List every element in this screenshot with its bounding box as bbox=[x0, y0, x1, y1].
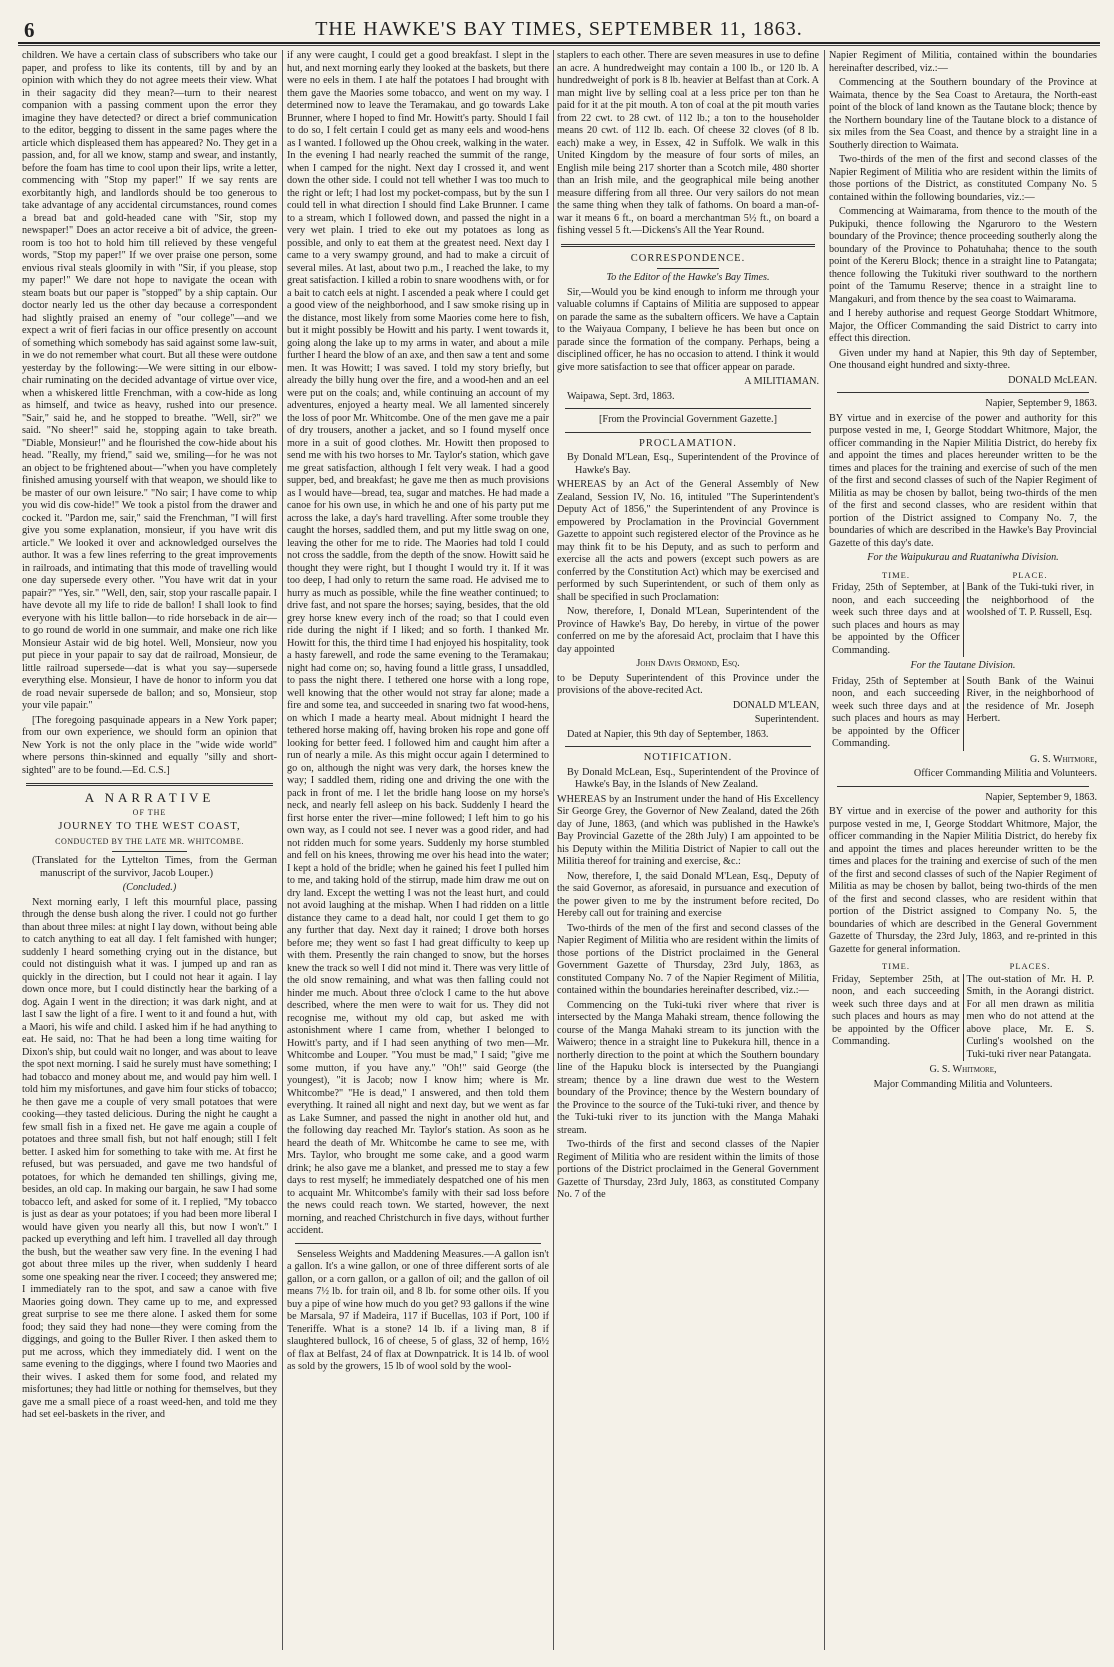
section-rule bbox=[565, 746, 811, 747]
given-under-hand: Given under my hand at Napier, this 9th day of September, One thousand eight hundred and sixty-three. bbox=[829, 347, 1097, 371]
column-2 bbox=[287, 50, 549, 1652]
column-4 bbox=[829, 50, 1097, 1652]
division-waipukurau: For the Waipukurau and Ruataniwha Division. bbox=[867, 552, 1059, 563]
page-number: 6 bbox=[24, 18, 35, 42]
narrative-body: Next morning early, I left this mournful place, passing through the dense bush along the river. I could not go further than about three miles: at night I lay down, without being able to catch anything to eat all day. I felt famished with hunger; suddenly I heard something crying out in the distance, but could not distinguish what it was. I jumped up and ran as quickly in the direction, but I could not hear it again. I lay down once more, but I could distinctly hear the barking of a dog. Again I went in the direction; it was dark night, and at last I saw the light of a fire. I went to it and found a hut, with a Maori, his wife and child. I asked him if he had anything to eat. He said, no: That he had been a long time waiting for Dixon's ship, but could wait no longer, and was about to leave the spot next morning. I said he surely must have something; I had tobacco and money about me, and would pay him well. I told him my misfortunes, and gave him four sticks of tobacco; he then gave me a couple of very small potatoes that were cooking—they tasted delicious. During the night he caught a few small fish in a fixed net. He gave me again a couple of potatoes and three small fish, but not half enough; still I felt better. I asked him for something to take with me. At first he refused, but was persuaded, and gave me two handsful of potatoes, for which he demanded ten shillings, giving me, besides, an old cap. In making our bargain, he saw I had some tobacco left, and asked for some of it. I replied, "My tobacco is just as dear as your potatoes; if you had been more liberal I would have given you nearly all this, but now I won't." I packed up everything and left him. I travelled all day through the bush, but the weather saw very fine. In the evening I had got about three miles up the river, when suddenly I heard some one speaking near the river. I coceed; they answered me; I immediately ran to the spot, and saw a canoe with five Maories going down. They came up to me, and expressed great surprise to see me there alone. I asked them for some food; they said they had none—they were coming from the diggings, and going to the Buller River. I then asked them to put me across, which they immediately did. I went on the same evening to the diggings, where I found two Maories and their wives. I asked them for some food, and related my misfortunes; they had little or nothing for themselves, but they gave me a small piece of a roast weed-hen, and told me they had set eel-baskets in the river, and bbox=[22, 896, 277, 1420]
column-3 bbox=[557, 50, 819, 1652]
time-cell: Friday, September 25th, at noon, and each succeeding week such three days and at such places and hours as may be appointed by the Officer Commanding. bbox=[829, 974, 963, 1062]
notification-now-therefore: Now, therefore, I, the said Donald M'Lean, Esq., Deputy of the said Governor, as aforesaid, in pursuance and execution of the power given to me by the instrument before recited, Do Hereby call out for training and exercise bbox=[557, 870, 819, 919]
signature-whitmore-2: G. S. Whitmore, bbox=[929, 1064, 997, 1075]
division-tautane: For the Tautane Division. bbox=[910, 660, 1016, 671]
narrative-continued: if any were caught, I could get a good breakfast. I slept in the hut, and next morning early they looked at the baskets, but there were no eels in them. I ate half the potatoes I had brought with them gave the Maories some tobacco, and went on my way. I determined now to leave the Teramakau, and go towards Lake Brunner, where I hoped to find Mr. Howitt's party. Should I fail to do so, I felt certain I could get as many eels and wood-hens as I wanted. I followed up the Ohou creek, walking in the water. In the evening I had nearly reached the summit of the range, when I camped for the night. Next day I crossed it, and went down the other side. I could not tell whether I was too much to the right or left; I had lost my pocket-compass, but by the sun I could tell in what direction I should find Lake Brunner. I came to a stream, which I followed down, and passed the night in a very wet plain. I tried to eke out my potatoes as long as possible, and only to eat them at the greatest need. Next day I came to a very swampy ground, and had to make a circuit of several miles. At last, about two p.m., I reached the lake, to my great satisfaction. I killed a robin to snare woodhens with, or for a bait to catch eels at night. I ascended a peak where I could get a good view of the neighborhood, and I saw smoke rising up in the distance, most likely from some Maories come here to fish, but it might possibly be Howitt and his party. I went towards it, going along the lake up to my arms in water, and about a mile further I heard the blow of an axe, and then saw a tent and some men. It was Howitt; I was saved. I told my story briefly, but already the billy hung over the fire, and a wood-hen and an eel were put on the coals; and, while continuing an account of my adventures, enjoyed a hearty meal. We all lamented sincerely the loss of poor Mr. Whitcombe. One of the men gave me a pair of dry trousers, another a jacket, and so I found myself once more in a suit of good clothes. Mr. Howitt then proposed to send me with his two horses to Mr. Taylor's station, which gave me great satisfaction, although I felt very weak. I had a good supper, bed, and breakfast; he gave me then as much provisions as I would have—bread, tea, sugar and matches. He had made a canoe for his own use, in which he and one of his party put me across the lake, a day's hard travelling. After some trouble they caught the horses, saddled them, and put my little swag on one, leaving the other for me to ride. The Maories had told I could not cross the saddle, from the depth of the snow. Howitt said he thought they were right, but I thought I would try it. If it was too deep, I had only to return the same road. He advised me to hurry as much as possible, while the fine weather continued; to drive fast, and not spare the horses; saying, besides, that the old grey horse knew every inch of the road; so that I could even ride during the night if I liked; and so forth. I thanked Mr. Howitt for this, the third time I had enjoyed his hospitality, took a hasty farewell, and rode the same evening to the Teramakau; night had come on; so, having found a little grass, I unsaddled, to pass the night there. I tethered one horse with a long rope, well knowing that the other would not stray far alone; made a fire and some tea, and succeeded in snaring two fat wood-hens, on which I made a hearty meal. About midnight I heard the tethered horse making off, having broken his rope and gone off looking for better feed. I followed him and caught him after a run of nearly a mile. As this might occur again I determined to go on, although the night was very dark, the horses knew the way; I saddled them, riding one and driving the one with the pack in front of me. I let the bridle hang loose on my horse's neck, and nearly fell asleep on his back. Suddenly I heard the first horse enter the river—mine followed; I left him to go his own way, as I could not see. I never was a good rider, and had not ridden much for some years. Suddenly my horse stumbled and fell on his knees, throwing me over his head into the water; I kept a hold of the bridle; when he gained his feet I pulled him to me, and taking hold of the stirrup, made him draw me out on dry land. Except the wetting I was not the least hurt, and could not avoid laughing at the mishap. When I had ridden on a little distance they came to a dead halt, nor could I get them to go any further that day. Next day it rained; I drove both horses before me; they went so fast I had great difficulty to keep up with them. Presently the rain changed to snow, but the horses knew the track so well I did not mind it. There was very little of the old snow remaining, and what was then falling could not hinder me much. About three o'clock I came to the hut above described, where the men were to wait for us. They did not recognise me, without my old cap, but asked me with astonishment where I came from, whether I belonged to Howitt's party, and if I had seen anything of two men—Mr. Whitcombe and Louper. "You must be mad," I said; "give me some mutton, if you have any." "Oh!" said George (the youngest), "it is Jacob; now I know him; where is Mr. Whitcombe?" "He is dead," I answered, and then told them everything. It rained all night and next day, but we went as far as Lake Sumner, and passed the night in another old hut, and the following day reached Mr. Taylor's station. As soon as he heard the death of Mr. Whitcombe he came to see me, with Mrs. Taylor, who brought me some cake, and a good warm drink; he also gave me a blanket, and pressed me to stay a few days to rest myself; he immediately despatched one of his men to acquaint Mr. Whitcombe's family with their sad loss before the news could reach town. We started, however, the next morning, and reached Christchurch in five days, without further accident. bbox=[287, 50, 549, 1236]
notice-2-body: BY virtue and in exercise of the power and authority for this purpose vested in me, I, George Stoddart Whitmore, Major, the officer commanding in the Napier Militia District, do hereby fix and appoint the times and places hereunder written to be the times and places for the training and exercise of such of the men of the first and second classes of such of the Napier Regiment of Militia as may be chosen by ballot, being two-thirds of the men of the first and second classes, who are resident within that portion of the District assigned to Company No. 5, the boundaries of which are described in the General Government Gazette of Thursday, the 23rd July, 1863, and re-printed in this Gazette for general information. bbox=[829, 806, 1097, 955]
table-row bbox=[829, 974, 1097, 1062]
correspondence-place: Waipawa, Sept. 3rd, 1863. bbox=[567, 390, 675, 402]
narrative-conducted: CONDUCTED BY THE LATE MR. WHITCOMBE. bbox=[55, 836, 244, 846]
editor-note: [The foregoing pasquinade appears in a New York paper; from our own experience, we should form an opinion that New York is not the only place in the "wide wide world" where persons thin-skinned and equally "silly and short-sighted" are to be found.—Ed. C.S.] bbox=[22, 714, 277, 776]
place-cell: The out-station of Mr. H. P. Smith, in the Aorangi district. For all men drawn as militia men who do not attend at the above place, Mr. E. S. Curling's woolshed on the Tuki-tuki river near Patangata. bbox=[966, 973, 1094, 1060]
section-rule bbox=[565, 432, 811, 433]
short-rule bbox=[112, 851, 187, 852]
proclamation-whereas: WHEREAS by an Act of the General Assembly of New Zealand, Session IV, No. 16, intituled "The Superintendent's Deputy Act of 1856," the Superintendent of any Province is empowered by Proclamation in the Provincial Government Gazette to appoint such registered elector of the Province as he may think fit to be his Deputy, and as such to perform and exercise all the acts and powers (except such powers as are conferred by the Constitution Act) which may be exercised and performed by such Superintendent, or such of them only as shall be specified in such Proclamation: bbox=[557, 479, 819, 603]
place-cell: South Bank of the Wainui River, in the neighborhood of the residence of Mr. Joseph Herbert. bbox=[966, 675, 1094, 724]
schedule-table-1 bbox=[829, 568, 1097, 658]
short-rule bbox=[657, 268, 719, 269]
section-rule bbox=[26, 783, 273, 786]
correspondence-signature: A MILITIAMAN. bbox=[744, 376, 819, 387]
signature-mclean: DONALD McLEAN. bbox=[1008, 374, 1097, 386]
proclamation-by: By Donald M'Lean, Esq., Superintendent of the Province of Hawke's Bay. bbox=[567, 452, 819, 476]
masthead-rule bbox=[18, 45, 1100, 46]
proclamation-signature: DONALD M'LEAN, bbox=[732, 699, 819, 711]
column-divider bbox=[553, 50, 554, 1650]
notice-1-date: Napier, September 9, 1863. bbox=[985, 398, 1097, 409]
proclamation-appointee: John Davis Ormond, Esq. bbox=[636, 658, 740, 669]
section-rule bbox=[837, 392, 1089, 393]
narrative-of: OF THE bbox=[132, 807, 167, 817]
notification-boundary-company-7: Commencing on the Tuki-tuki river where that river is intersected by the Manga Mahaki stream, thence following the course of the Manga Mahaki stream to its junction with the Waiwero; thence in a straight line to Pukekura hill, thence in a northerly direction to the point at which the Southern boundary line of the Hapuku block is intersected by the Puangiangi stream; thence by a line drawn due west to the Western boundary of the Province; thence by the Western boundary of the Province to the source of the Tuki-tuki river, and thence by the Tuki-tuki river to its junction with the Manga Mahaki stream. bbox=[557, 999, 819, 1136]
newspaper-title: THE HAWKE'S BAY TIMES, SEPTEMBER 11, 1863. bbox=[315, 18, 803, 40]
correspondence-to: To the Editor of the Hawke's Bay Times. bbox=[606, 272, 770, 283]
notification-by: By Donald McLean, Esq., Superintendent of the Province of Hawke's Bay, in the Islands of New Zealand. bbox=[567, 766, 819, 790]
column-divider bbox=[824, 50, 825, 1650]
column-header-place: PLACE. bbox=[1012, 569, 1048, 580]
notification-continued: Napier Regiment of Militia, contained within the boundaries hereinafter described, viz.:— bbox=[829, 50, 1097, 74]
column-1 bbox=[22, 50, 277, 1652]
section-rule bbox=[565, 408, 811, 409]
signature-whitmore-2-title: Major Commanding Militia and Volunteers. bbox=[873, 1078, 1053, 1090]
schedule-table-2 bbox=[829, 676, 1097, 751]
correspondence-body: Sir,—Would you be kind enough to inform me through your valuable columns if Captains of Militia are supposed to appear on parade the same as the subaltern officers. We have a Captain to the Waiyaua Company, I believe he has been but once on parade since the formation of the company. Perhaps, being a disciplined officer, he has no occasion to attend. I think it would give more satisfaction to see that officer appear on parade. bbox=[557, 286, 819, 373]
notification-whereas: WHEREAS by an Instrument under the hand of His Excellency Sir George Grey, the Governor of New Zealand, dated the 26th day of June, 1863, (and which was published in the Hawke's Bay Provincial Gazette of the 28th July) I am appointed to be his Deputy within the Militia District of Napier to call out the Militia thereof for training and exercise, &c.: bbox=[557, 793, 819, 867]
notification-heading: NOTIFICATION. bbox=[643, 752, 733, 763]
proclamation-now-therefore: Now, therefore, I, Donald M'Lean, Superintendent of the Province of Hawke's Bay, Do hereby, in virtue of the power conferred on me by the aforesaid Act, proclaim that I have this day appointed bbox=[557, 606, 819, 655]
correspondence-heading: CORRESPONDENCE. bbox=[630, 252, 746, 264]
authorisation: and I hereby authorise and request George Stoddart Whitmore, Major, the Officer Commanding the said District to carry into effect this direction. bbox=[829, 308, 1097, 344]
section-rule bbox=[561, 244, 815, 247]
narrative-title: A NARRATIVE bbox=[84, 790, 215, 805]
proclamation-signature-title: Superintendent. bbox=[754, 714, 819, 725]
proclamation-deputy: to be Deputy Superintendent of this Province under the provisions of the above-recited Act. bbox=[557, 672, 819, 696]
section-rule bbox=[837, 786, 1089, 787]
signature-whitmore-1: G. S. Whitmore, bbox=[1029, 753, 1097, 765]
signature-whitmore-1-title: Officer Commanding Militia and Volunteers. bbox=[913, 768, 1097, 779]
column-header-time: TIME. bbox=[882, 569, 910, 580]
schedule-table-3 bbox=[829, 959, 1097, 1061]
column-header-places: PLACES. bbox=[1009, 961, 1051, 971]
notice-1-body: BY virtue and in exercise of the power and authority for this purpose vested in me, I, George Stoddart Whitmore, Major, the officer commanding in the Napier Militia District, do hereby fix and appoint the times and places hereunder written to be the times and places for the training and exercise of such of the men of the first and second classes of such of the Napier Regiment of Militia as may be chosen by ballot, being two-thirds of the men of the first and second classes, who are resident within that portion of the District assigned to Company No. 7, the boundaries of which are described in the Hawke's Bay Provincial Gazette of this day's date. bbox=[829, 412, 1097, 549]
column-header-time: TIME. bbox=[882, 961, 910, 971]
boundary-waimata: Commencing at the Southern boundary of the Province at Waimata, thence by the Sea Coast to Aretaura, the North-east point of the block of land known as the Tautane block; thence by the Northern boundary line of the Tautane block to a distance of six miles from the Sea Coast, and thence by a straight line in a Southerly direction to Waimata. bbox=[829, 77, 1097, 151]
gazette-source: [From the Provincial Government Gazette.] bbox=[599, 414, 777, 425]
section-rule bbox=[295, 1243, 541, 1244]
weights-measures-continued: staplers to each other. There are seven measures in use to define an acre. A hundredweight may contain a 100 lb., or 120 lb. A hundredweight of pork is 8 lb. heavier at Belfast than at Cork. A man might live by selling coal at a less price per ton than he paid for it at the pit mouth. A ton of coal at the pit mouth varies from 22 cwt. to 28 cwt. of 112 lb.; a ton to the householder means 20 cwt. of 112 lb. each. Of cheese 32 cloves (of 8 lb. each) make a wey, in Essex, 42 in Suffolk. We walk in this United Kingdom by the measure of four sorts of miles, an English mile being 217 shorter than a Scotch mile, 480 shorter than an Irish mile, and the geographical mile being another measure differing from all three. Our very sailors do not mean the same thing when they talk of fathoms. On board a man-of-war it means 6 ft., on board a merchantman 5½ ft., on board a fishing vessel 5 ft.—Dickens's All the Year Round. bbox=[557, 50, 819, 236]
notification-company-5: Two-thirds of the men of the first and second classes of the Napier Regiment of Militia who are resident within the limits of those portions of the District, as constituted Company No. 5 contained within the following boundaries, viz.:— bbox=[829, 154, 1097, 203]
column-divider bbox=[282, 50, 283, 1650]
place-cell: Bank of the Tuki-tuki river, in the neighborhood of the woolshed of T. P. Russell, Esq. bbox=[966, 582, 1094, 618]
narrative-journey: JOURNEY TO THE WEST COAST, bbox=[58, 821, 241, 832]
masthead bbox=[18, 16, 1100, 44]
article-stop-my-paper: children. We have a certain class of subscribers who take our paper, and profess to like its contents, till by and by an opinion with which they do not agree meets their view. What in their sagacity did they mean?—turn to their nearest companion with a passing comment upon the error they imagine they have detected? or direct a brief communication to the editor, begging to dissent in the same pages where the article which displeased them has appeared? No. They get in a passion, and, for all we know, stamp and swear, and instantly, before the foam has time to cool upon their lips, write a letter, commencing with "Stop my paper!" If we say rents are exorbitantly high, and landlords should be too generous to take advantage of any accidental circumstances, round comes a bread bat and gold-headed cane with "Sir, stop my newspaper!" Does an actor receive a bit of advice, the green-room is too hot to hold him till relieved by these vengeful words, "Stop my paper!" If we over praise one person, some envious rival steals gloomily in with "Sir, if you please, stop my paper!" We dare not hope to navigate the ocean with steam boats but our paper is "stopped" by a ship captain. Our doctor nearly led us the other day because a correspondent had slightly praised an enemy of "our college"—and we expect a writ of fieri facias in our office presently on account of something which somebody has said against some law-suit, in we do not remember what court. But all these were outdone yesterday by the following:—We were sitting in our elbow-chair ruminating on the decided advantage of virtue over vice, when a whiskered little Frenchman, with a cow-hide as long as himself, and twice as heavy, rushed into our presence. "Sair," said he, and he stopped to breathe. "Well, sir?" we said. "No sheer!" said he, stopping again to take breath. "Diable, Monsieur!" and he flourished the cow-hide about his head. "Really, my friend," said we, smiling—for he was not an object to be frightened about—"when you have completely finished amusing yourself with that weapon, we should like to be master of our own leisure." "No sair; I have come to whip you wid dis cow-hide!" We took a pistol from the drawer and cocked it. "Pardon me, sair," said the Frenchman, "I will first give you some explanation, monsieur, if you have writ dis article." We looked it over and acknowledged ourselves the author. It was a few lines referring to the great improvements in railroads, and intimating that this mode of travelling would one day supersede every other. "You have writ dat in your papair?" "Yes, sir." "Well, den, sair, stop your rascalle papair. I have devote all my life to ride de ballon! I shall look to find everyone with his little ballon—to ride horseback in de air—to go round de world in one summair, and make one rich like Monsieur Astair wid de big hotel. Well, Monsieur, now you put piece in your papair to say dat de railroad, Monsieur, de little railroad supersede—dat is what you say—supersede everything else. Monsieur, I have de honor to inform you dat de road nevair supersede de ballon; and so, Monsieur, stop your vile papair." bbox=[22, 50, 277, 711]
table-row bbox=[829, 582, 1097, 657]
boundary-waimarama: Commencing at Waimarama, from thence to the mouth of the Pukipuki, thence following the Ngaruroro to the Western boundary of the Province; thence proceeding southerly along the boundary of the Province to Pohatuhaha; thence to the south point of the Kereru Block; thence in a straight line to Patangata; thence following the Tukituki river southward to the northern point of the Tamumu Reserve; thence in a straight line to Mangakuri, and from thence by the sea coast to Waimarama. bbox=[829, 206, 1097, 305]
notice-2-date: Napier, September 9, 1863. bbox=[985, 791, 1097, 803]
proclamation-heading: PROCLAMATION. bbox=[639, 437, 737, 449]
proclamation-dated: Dated at Napier, this 9th day of September, 1863. bbox=[567, 728, 769, 740]
time-cell: Friday, 25th of September at noon, and each succeeding week such three days and at such places and hours as may be appointed by the Officer Commanding. bbox=[829, 676, 963, 751]
table-row bbox=[829, 676, 1097, 751]
narrative-concluded: (Concluded.) bbox=[122, 882, 177, 893]
time-cell: Friday, 25th of September, at noon, and each succeeding week such three days and at such places and hours as may be appointed by the Officer Commanding. bbox=[829, 582, 963, 657]
narrative-translated: (Translated for the Lyttelton Times, from the German manuscript of the survivor, Jacob Louper.) bbox=[32, 855, 277, 879]
weights-measures-article: Senseless Weights and Maddening Measures.—A gallon isn't a gallon. It's a wine gallon, or one of three different sorts of ale gallon, or a corn gallon, or a gallon of oil; and the gallon of oil means 7½ lb. for train oil, and 8 lb. for some other oils. If you buy a pipe of wine how much do you get? 93 gallons if the wine be Marsala, 97 if Madeira, 117 if Bucellas, 103 if Port, 100 if Teneriffe. What is a stone? 14 lb. if a living man, 8 if slaughtered bullock, 16 of cheese, 5 of glass, 32 of hemp, 16½ of flax at Belfast, 24 of flax at Downpatrick. It is 14 lb. of wool as sold by the growers, 15 lb of wool sold by the wool- bbox=[287, 1248, 549, 1372]
notification-two-thirds: Two-thirds of the men of the first and second classes of the Napier Regiment of Militia who are resident within the limits of those portions of the District proclaimed in the General Government Gazette of Thursday, 23rd July, 1863, as constituted Company No. 7 of the Napier Regiment of Militia, contained within the boundaries hereinafter described, viz.:— bbox=[557, 922, 819, 996]
notification-two-thirds-2: Two-thirds of the first and second classes of the Napier Regiment of Militia who are resident within the limits of those portions of the District proclaimed in the General Government Gazette of Thursday, 23rd July, 1863, as constituted Company No. 7 of the bbox=[557, 1139, 819, 1200]
